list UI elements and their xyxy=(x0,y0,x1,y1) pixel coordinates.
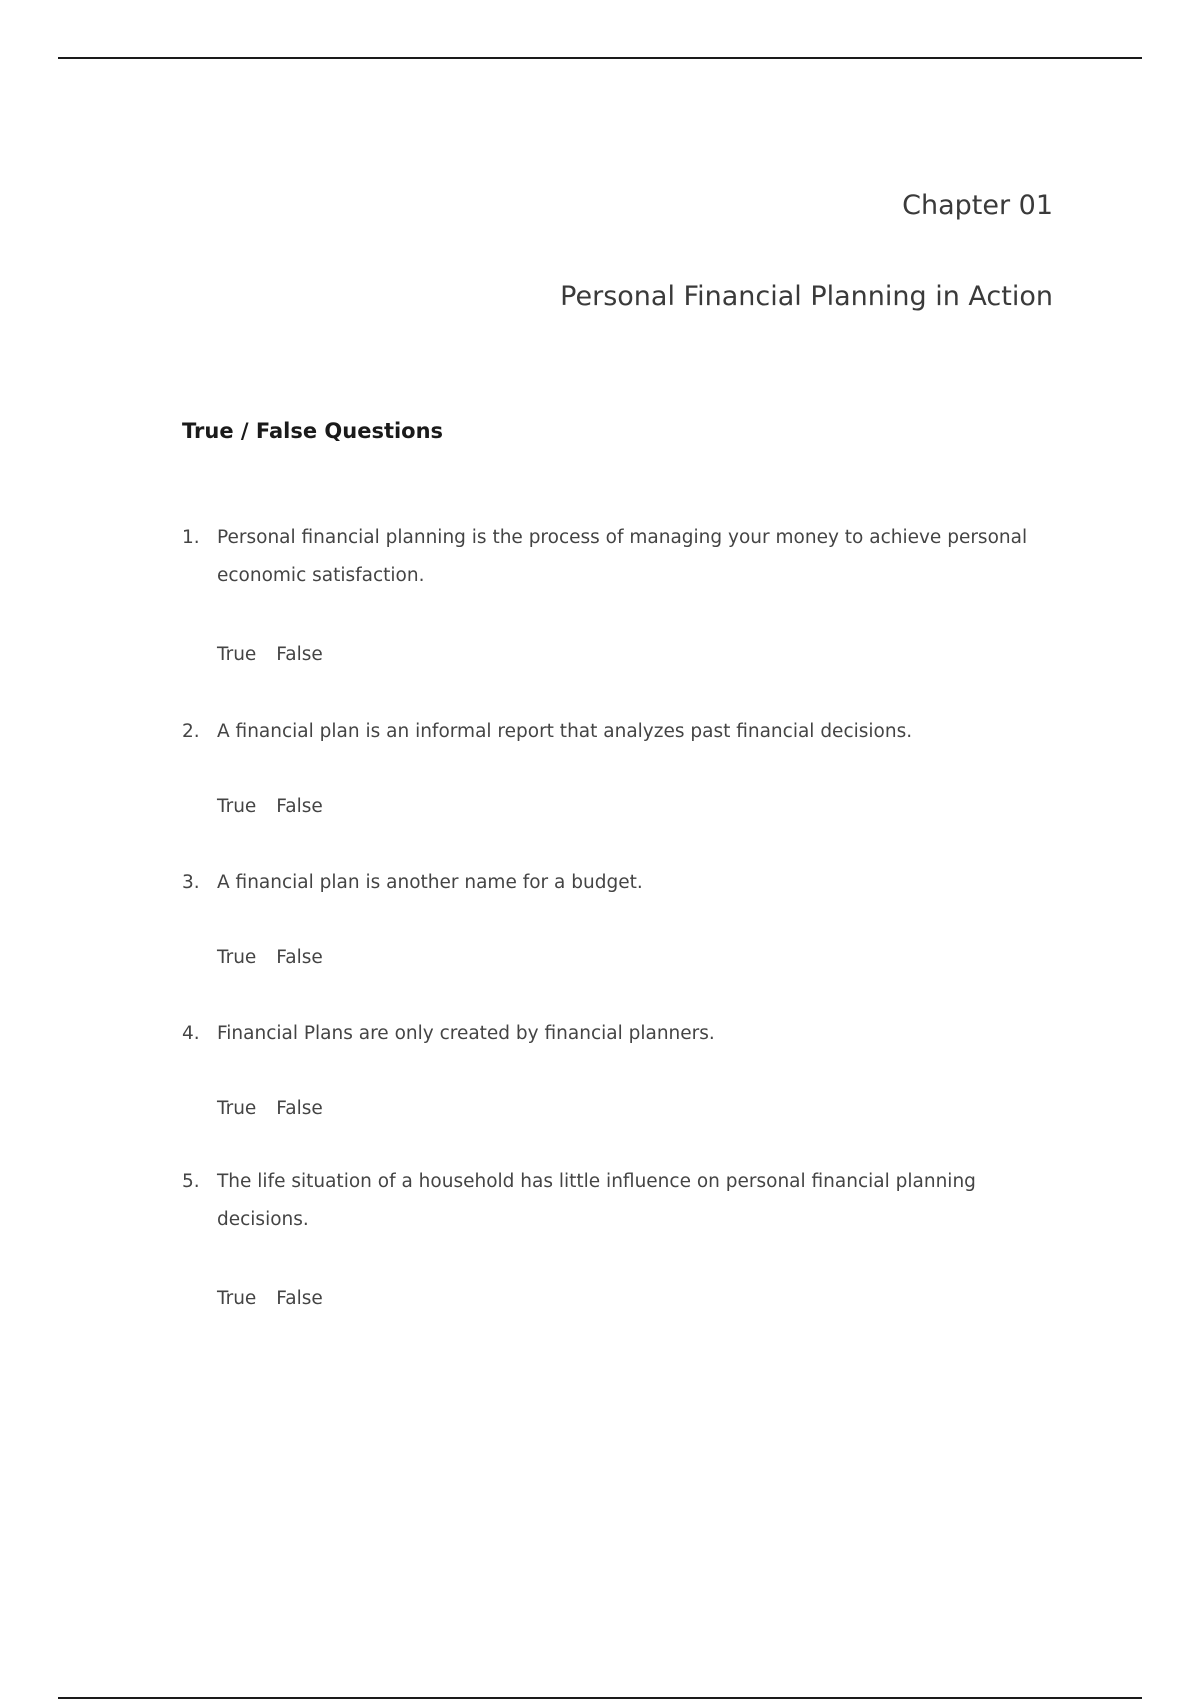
question-text: The life situation of a household has little influence on personal financial planning decisions. xyxy=(217,1171,976,1230)
question-number: 4. xyxy=(182,1023,200,1044)
false-option[interactable]: False xyxy=(276,796,323,817)
question-2 xyxy=(182,713,1052,751)
section-heading: True / False Questions xyxy=(182,419,444,443)
question-1 xyxy=(182,519,1052,595)
chapter-title: Personal Financial Planning in Action xyxy=(560,281,1053,312)
question-number: 5. xyxy=(182,1171,200,1192)
question-4 xyxy=(182,1015,1052,1053)
answer-options-4 xyxy=(217,1095,323,1123)
false-option[interactable]: False xyxy=(276,947,323,968)
question-text: Financial Plans are only created by financial planners. xyxy=(217,1023,715,1044)
false-option[interactable]: False xyxy=(276,644,323,665)
true-option[interactable]: True xyxy=(217,644,257,665)
question-5 xyxy=(182,1163,1052,1239)
answer-options-2 xyxy=(217,793,323,821)
false-option[interactable]: False xyxy=(276,1288,323,1309)
bottom-rule xyxy=(58,1697,1142,1699)
chapter-label: Chapter 01 xyxy=(902,190,1053,221)
answer-options-5 xyxy=(217,1285,323,1313)
question-text: A financial plan is another name for a budget. xyxy=(217,872,643,893)
question-number: 3. xyxy=(182,872,200,893)
false-option[interactable]: False xyxy=(276,1098,323,1119)
true-option[interactable]: True xyxy=(217,947,257,968)
question-text: Personal financial planning is the process of managing your money to achieve personal economic satisfaction. xyxy=(217,527,1028,586)
true-option[interactable]: True xyxy=(217,1288,257,1309)
answer-options-1 xyxy=(217,641,323,669)
question-number: 1. xyxy=(182,527,200,548)
answer-options-3 xyxy=(217,944,323,972)
question-number: 2. xyxy=(182,721,200,742)
true-option[interactable]: True xyxy=(217,796,257,817)
true-option[interactable]: True xyxy=(217,1098,257,1119)
top-rule xyxy=(58,57,1142,59)
question-3 xyxy=(182,864,1052,902)
question-text: A financial plan is an informal report that analyzes past financial decisions. xyxy=(217,721,913,742)
